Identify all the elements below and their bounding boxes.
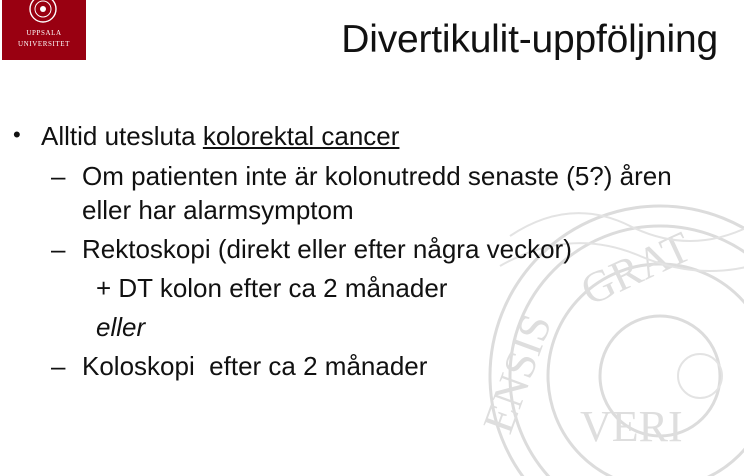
sub-bullet-2-or: eller bbox=[96, 312, 146, 342]
logo-line-1: UPPSALA bbox=[26, 29, 62, 37]
watermark-text-a: ENSIS bbox=[473, 307, 562, 440]
dash-marker-2: – bbox=[51, 234, 66, 264]
dash-marker-3: – bbox=[51, 351, 66, 381]
dash-marker-1: – bbox=[51, 161, 66, 191]
logo-line-2: UNIVERSITET bbox=[17, 40, 71, 48]
watermark-text-b: GRAT bbox=[573, 222, 699, 316]
sub-bullet-2-detail: + DT kolon efter ca 2 månader bbox=[96, 273, 448, 303]
bullet-marker: • bbox=[13, 122, 21, 147]
sub-bullet-1-line-1: Om patienten inte är kolonutredd senaste (5?) åren bbox=[82, 161, 672, 191]
sub-bullet-2: Rektoskopi (direkt eller efter några veckor) bbox=[82, 234, 572, 264]
main-bullet bbox=[41, 121, 399, 152]
kolorektal-cancer-link[interactable]: kolorektal cancer bbox=[202, 121, 400, 151]
slide-title: Divertikulit-uppföljning bbox=[341, 18, 718, 61]
main-bullet-text: Alltid utesluta bbox=[41, 121, 203, 151]
sub-bullet-3: Koloskopi efter ca 2 månader bbox=[82, 351, 428, 381]
sub-bullet-1-line-2: eller har alarmsymptom bbox=[82, 195, 354, 225]
watermark-text-c: VERI bbox=[580, 402, 683, 451]
